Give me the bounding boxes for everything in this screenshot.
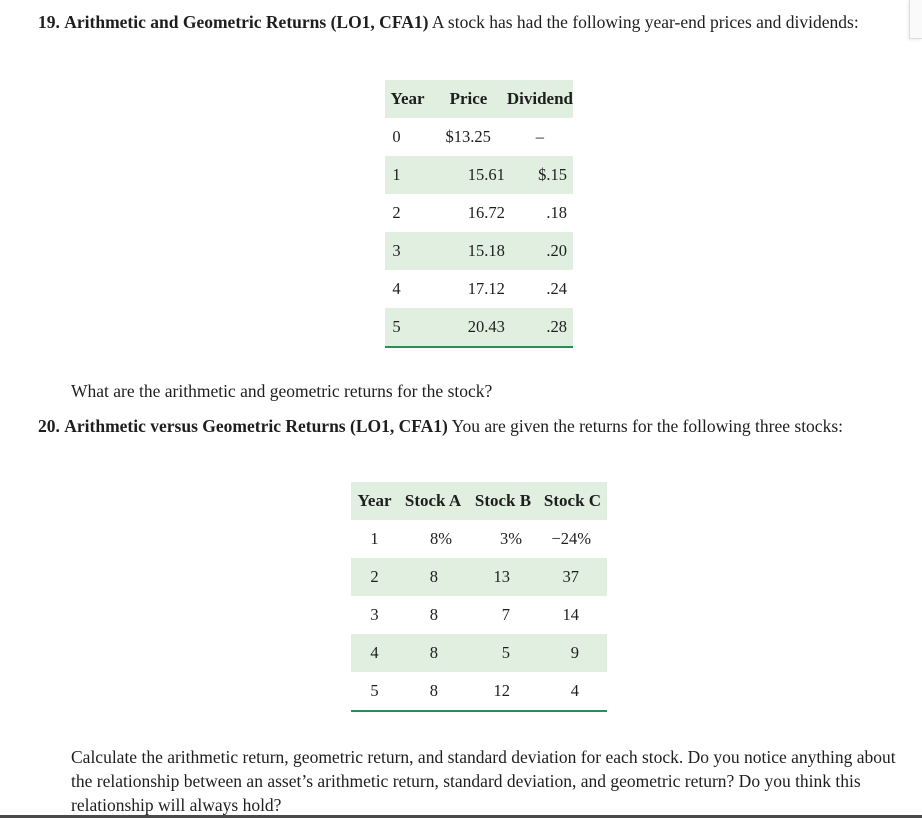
cropped-previous-text (38, 0, 898, 1)
problem-19-heading (38, 11, 908, 33)
cell-stock-c: 14 (562, 605, 579, 624)
cell-price: 15.61 (430, 156, 507, 194)
stock-returns-table (351, 482, 607, 712)
table-header-row (351, 482, 607, 520)
table-row (385, 156, 573, 194)
problem-19-title: Arithmetic and Geometric Returns (LO1, CFA1) (64, 12, 429, 32)
table-row (385, 194, 573, 232)
cell-price: 15.18 (430, 232, 507, 270)
problem-20-number: 20. (38, 416, 60, 436)
cell-stock-a: 8% (430, 529, 452, 548)
header-year: Year (385, 80, 430, 118)
cell-year: 5 (385, 308, 430, 347)
problem-20-question: Calculate the arithmetic return, geometric return, and standard deviation for each stock. Do you notice anything about the relationship between an asset’s arithmetic return, standard deviation, and geometric return? Do you think this relationship will always hold? (71, 747, 896, 815)
cell-stock-a: 8 (429, 681, 438, 700)
table-row (351, 520, 607, 558)
cell-dividend: .20 (507, 232, 573, 270)
cell-dividend: – (535, 127, 545, 146)
header-stock-b: Stock B (468, 482, 538, 520)
cell-stock-a: 8 (398, 558, 468, 596)
cell-price: 17.12 (467, 279, 505, 298)
cell-year: 4 (351, 634, 398, 672)
table-row (385, 118, 573, 156)
cell-stock-c: 37 (538, 558, 607, 596)
cell-year: 1 (385, 156, 430, 194)
header-year: Year (351, 482, 398, 520)
cell-stock-b: 13 (468, 558, 538, 596)
table-row (385, 232, 573, 270)
table-row (385, 270, 573, 308)
cell-year: 5 (370, 681, 379, 700)
prices-dividends-table (385, 80, 573, 348)
table-row (351, 634, 607, 672)
cell-stock-b: 7 (501, 605, 510, 624)
cell-price: $13.25 (445, 127, 491, 146)
cell-year: 3 (370, 605, 379, 624)
cell-dividend: .28 (507, 308, 573, 347)
header-dividend: Dividend (507, 80, 573, 118)
cell-year: 4 (392, 279, 401, 298)
cell-stock-c: 4 (570, 681, 579, 700)
cell-price: 20.43 (430, 308, 507, 347)
cell-stock-a: 8 (429, 605, 438, 624)
cell-year: 2 (351, 558, 398, 596)
cell-dividend: .24 (546, 279, 567, 298)
table-header-row (385, 80, 573, 118)
table-row (351, 596, 607, 634)
header-price: Price (430, 80, 507, 118)
cell-stock-b: 5 (468, 634, 538, 672)
cell-year: 2 (392, 203, 401, 222)
cell-stock-c: 9 (538, 634, 607, 672)
cell-year: 3 (385, 232, 430, 270)
table-row (351, 672, 607, 711)
page-edge (909, 0, 922, 39)
problem-19-number: 19. (38, 12, 60, 32)
cell-price: 16.72 (467, 203, 505, 222)
cell-stock-b: 3% (500, 529, 522, 548)
cell-dividend: $.15 (507, 156, 573, 194)
cell-year: 1 (370, 529, 379, 548)
problem-20-title: Arithmetic versus Geometric Returns (LO1, CFA1) (64, 416, 448, 436)
problem-20-heading (38, 415, 908, 437)
cell-stock-c: −24% (551, 529, 591, 548)
cell-year: 0 (392, 127, 401, 146)
header-stock-a: Stock A (398, 482, 468, 520)
table-row (385, 308, 573, 347)
problem-20-statement: You are given the returns for the following three stocks: (451, 416, 843, 436)
header-stock-c: Stock C (538, 482, 607, 520)
problem-19-question: What are the arithmetic and geometric returns for the stock? (71, 381, 493, 401)
cell-stock-a: 8 (398, 634, 468, 672)
table-row (351, 558, 607, 596)
problem-19-statement: A stock has had the following year-end prices and dividends: (431, 12, 859, 32)
cell-dividend: .18 (546, 203, 567, 222)
cell-stock-b: 12 (493, 681, 510, 700)
